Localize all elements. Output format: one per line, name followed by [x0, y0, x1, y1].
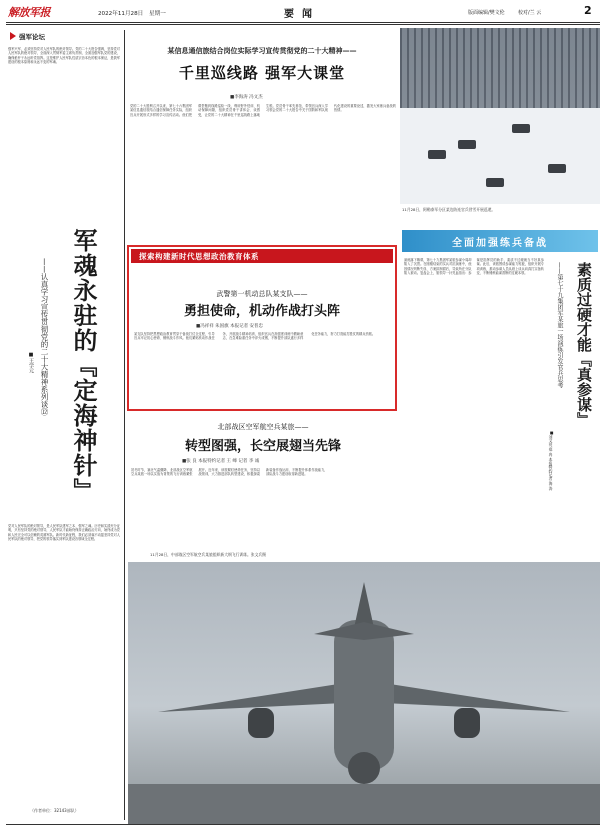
second-story-byline: ■张 良 本报特约记者 王 峰 记者 李 诚 — [182, 459, 260, 464]
column-tag-label: 强军论坛 — [19, 32, 45, 41]
feature-banner-text: 探索构建新时代思想政治教育体系 — [139, 251, 259, 261]
second-story-kicker: 北部战区空军航空兵某旅—— — [217, 423, 309, 431]
left-column-subtitle: ——认真学习宣传贯彻党的二十大精神系列谈⑫ — [40, 258, 49, 416]
column-tag — [10, 31, 45, 41]
aircraft-photo — [128, 562, 600, 824]
left-source-note: （作者单位：32143部队） — [30, 808, 79, 813]
masthead-logo: 解放军报 — [8, 6, 50, 19]
aircraft-tailplane — [314, 622, 414, 640]
left-intro-text: 强军兴军，必须坚持党对人民军队的绝对领导。党的二十大报告强调，坚持党对人民军队的绝对领导，全面深入贯彻军委主席负责制，全面加强军队党的建设，确保枪杆子永远听党指挥。这是维护人民军队性质宗旨本色的根本保证，是我军建设的根本原则和永远不变的军魂。 — [8, 47, 120, 65]
page-header — [6, 2, 600, 22]
left-column-divider — [124, 30, 125, 820]
top-story-byline: ■李海涛 冯文杰 — [230, 95, 263, 100]
feature-banner — [131, 249, 393, 263]
top-story-kicker: 某信息通信旅结合岗位实际学习宣传贯彻党的二十大精神—— — [167, 47, 357, 55]
photo-vehicle-2 — [458, 140, 476, 149]
photo-trees — [400, 28, 600, 108]
aircraft-tail — [354, 582, 374, 628]
right-banner-text: 全面加强练兵备战 — [452, 237, 548, 249]
aircraft-fuselage — [334, 620, 394, 770]
second-story-title: 转型图强，长空展翅当先锋 — [184, 439, 341, 454]
right-column-title: 素质过硬才能『真参谋』 — [575, 262, 593, 427]
second-story-body: 初冬时节，塞北气温骤降，北部战区空军航空兵某旅一场以实战为背景的飞行训练紧张展开。近年来，该旅紧盯使命任务，坚持以战领训，大力推进部队转型建设，积极探索新装备作战运用，不断提升体系作战能力，部队战斗力建设取得新进展。 — [131, 468, 328, 477]
top-story-body: 党的二十大胜利召开以来，第七十六集团军某信息通信旅结合通信保障任务实际，组织官兵开展形式多样的学习宣传活动。他们把课堂搬到线路巡检一线，利用野外驻训、机动保障间隙，组织党员骨干讲体会、谈感受，让党的二十大精神在千里巡线路上落地生根。党员骨干率先垂范，带领官兵深入学习领会党的二十大报告中关于国防和军队现代化建设的重要论述，激发大家练兵备战的热情。 — [130, 104, 396, 117]
photo-vehicle-4 — [548, 164, 566, 173]
photo-vehicle-5 — [486, 178, 504, 187]
footer-rule — [6, 824, 600, 825]
issue-date: 2022年11月28日 — [98, 11, 144, 17]
aircraft-nose — [348, 752, 380, 784]
runway — [128, 784, 600, 824]
left-column-title: 军魂永驻的『定海神针』 — [69, 228, 98, 503]
page-number: 2 — [584, 4, 592, 17]
aircraft-engine-left — [248, 708, 274, 738]
page-checker: 校对/兰 云 — [518, 10, 542, 16]
column-tag-marker — [10, 32, 16, 40]
photo-vehicle-1 — [428, 150, 446, 159]
feature-body: 某支队坚持把思想政治教育贯穿于备战打仗全过程，引导官兵牢记初心使命、锤炼战斗作风。他们紧贴机动作战任务，开展战斗精神培育，组织官兵在高强度训练中磨砺意志，在急难险重任务中淬火成钢，不断提升部队遂行多样化任务能力，努力打造能打胜仗的精兵劲旅。 — [134, 332, 376, 341]
aircraft-engine-right — [454, 708, 480, 738]
feature-kicker: 武警第一机动总队某支队—— — [216, 290, 308, 298]
left-column-author: ■王学元 — [28, 352, 34, 373]
top-photo — [400, 28, 600, 204]
header-rule-thin — [6, 24, 600, 25]
top-photo-caption: 11月28日，阿勒泰军分区某边防连官兵冒雪开展巡逻。 — [402, 207, 496, 212]
right-column-byline: ■刘文亮 郑 冉 本报特约记者 海 涛 — [549, 430, 554, 491]
section-name: 要闻 — [284, 9, 320, 20]
photo-vehicle-3 — [512, 124, 530, 133]
feature-byline: ■冯祥祥 朱国旗 本报记者 安普忠 — [196, 324, 264, 329]
second-story-caption: 11月28日，中部战区空军航空兵某旅组织新大纲飞行训练。张文兵摄 — [150, 552, 266, 557]
right-banner — [402, 230, 598, 252]
page-editor: 版面编辑/樊文伦 — [468, 10, 505, 16]
header-rule — [6, 22, 600, 23]
top-story-title: 千里巡线路 强军大课堂 — [178, 64, 346, 82]
right-body-text: 演练落下帷幕，第七十九集团军某旅参谋小周却陷入了沉思。在刚刚结束的实兵对抗演练中，他因情况判断失误、方案拟制滞后，导致所在分队陷入被动。复盘会上，旅领导一针见血指出：参谋是指挥员的助手，素质不过硬就当不好真参谋。此后，该旅围绕参谋能力短板，组织开展专项训练，推动参谋人员从纸上谈兵向真打实备转变，不断锤炼能谋善断的过硬本领。 — [404, 258, 544, 276]
left-body-text: 党对人民军队的绝对领导，是人民军队建军之本、强军之魂。历史和实践充分证明，只有坚持党的绝对领导，人民军队才能始终保持正确政治方向，始终成为党和人民完全可以信赖的英雄军队。新时代新征程，我们必须毫不动摇坚持党对人民军队的绝对领导，把党的领导落实到军队建设各领域全过程。 — [8, 524, 120, 542]
feature-title: 勇担使命，机动作战打头阵 — [183, 304, 340, 319]
aircraft-illustration — [128, 562, 600, 824]
issue-weekday: 星期一 — [149, 11, 166, 17]
right-column-subtitle: ——第七十九集团军某旅一场演练引发官兵思考 — [556, 262, 563, 388]
